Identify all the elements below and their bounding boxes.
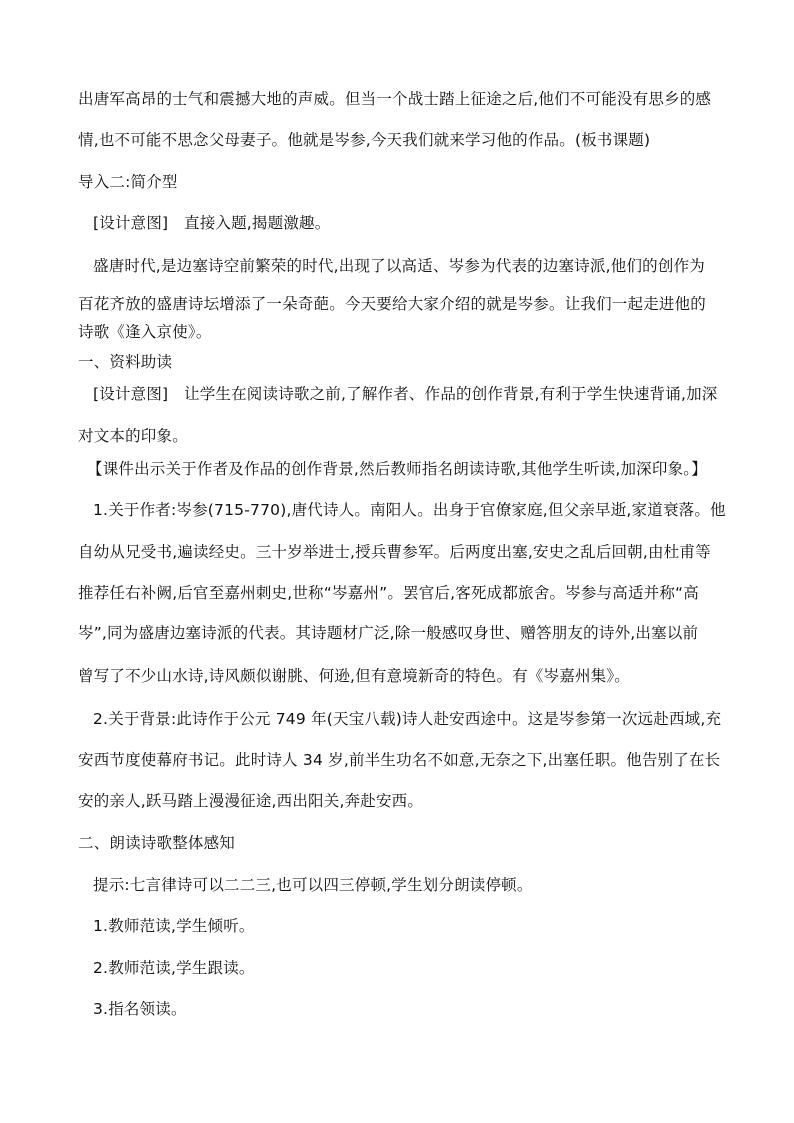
body-text-line: 对文本的印象。 (78, 427, 188, 445)
tip-text: 提示:七言律诗可以二二三,也可以四三停顿,学生划分朗读停顿。 (93, 876, 533, 894)
body-text-line: 曾写了不少山水诗,诗风颇似谢朓、何逊,但有意境新奇的特色。有《岑嘉州集》。 (78, 667, 631, 685)
body-text-line: 百花齐放的盛唐诗坛增添了一朵奇葩。今天要给大家介绍的就是岑参。让我们一起走进他的 (78, 295, 707, 313)
list-item-background: 2.关于背景:此诗作于公元 749 年(天宝八载)诗人赴安西途中。这是岑参第一次远赴西域,充 (93, 710, 722, 728)
section-subheading: 导入二:简介型 (78, 173, 178, 191)
design-intent-note: [设计意图] 直接入题,揭题激趣。 (93, 214, 331, 232)
list-item: 1.教师范读,学生倾听。 (93, 917, 255, 935)
list-item-author: 1.关于作者:岑参(715-770),唐代诗人。南阳人。出身于官僚家庭,但父亲早逝,家道衰落。他 (93, 501, 726, 519)
body-text-line: 情,也不可能不思念父母妻子。他就是岑参,今天我们就来学习他的作品。(板书课题) (78, 131, 651, 149)
body-text-line: 推荐任右补阙,后官至嘉州刺史,世称“岑嘉州”。罢官后,客死成都旅舍。岑参与高适并称“高 (78, 584, 699, 602)
body-text-line: 安西节度使幕府书记。此时诗人 34 岁,前半生功名不如意,无奈之下,出塞任职。他告别了在长 (78, 751, 721, 769)
body-text-line: 自幼从兄受书,遍读经史。三十岁举进士,授兵曹参军。后两度出塞,安史之乱后回朝,由杜甫等 (78, 543, 711, 561)
design-intent-note: [设计意图] 让学生在阅读诗歌之前,了解作者、作品的创作背景,有利于学生快速背诵,加深 (93, 385, 718, 403)
body-text-line: 安的亲人,跃马踏上漫漫征途,西出阳关,奔赴安西。 (78, 792, 424, 810)
body-text-line: 岑”,同为盛唐边塞诗派的代表。其诗题材广泛,除一般感叹身世、赠答朋友的诗外,出塞以前 (78, 624, 699, 642)
body-text-line: 诗歌《逢入京使》。 (78, 323, 212, 341)
section-heading: 二、朗读诗歌整体感知 (78, 834, 236, 852)
list-item: 2.教师范读,学生跟读。 (93, 959, 255, 977)
body-text-line: 盛唐时代,是边塞诗空前繁荣的时代,出现了以高适、岑参为代表的边塞诗派,他们的创作为 (93, 257, 705, 275)
section-heading: 一、资料助读 (78, 353, 173, 371)
courseware-note: 【课件出示关于作者及作品的创作背景,然后教师指名朗读诗歌,其他学生听读,加深印象。】 (87, 460, 707, 478)
list-item: 3.指名领读。 (93, 1000, 187, 1018)
body-text-line: 出唐军高昂的士气和震撼大地的声威。但当一个战士踏上征途之后,他们不可能没有思乡的感 (78, 90, 712, 108)
